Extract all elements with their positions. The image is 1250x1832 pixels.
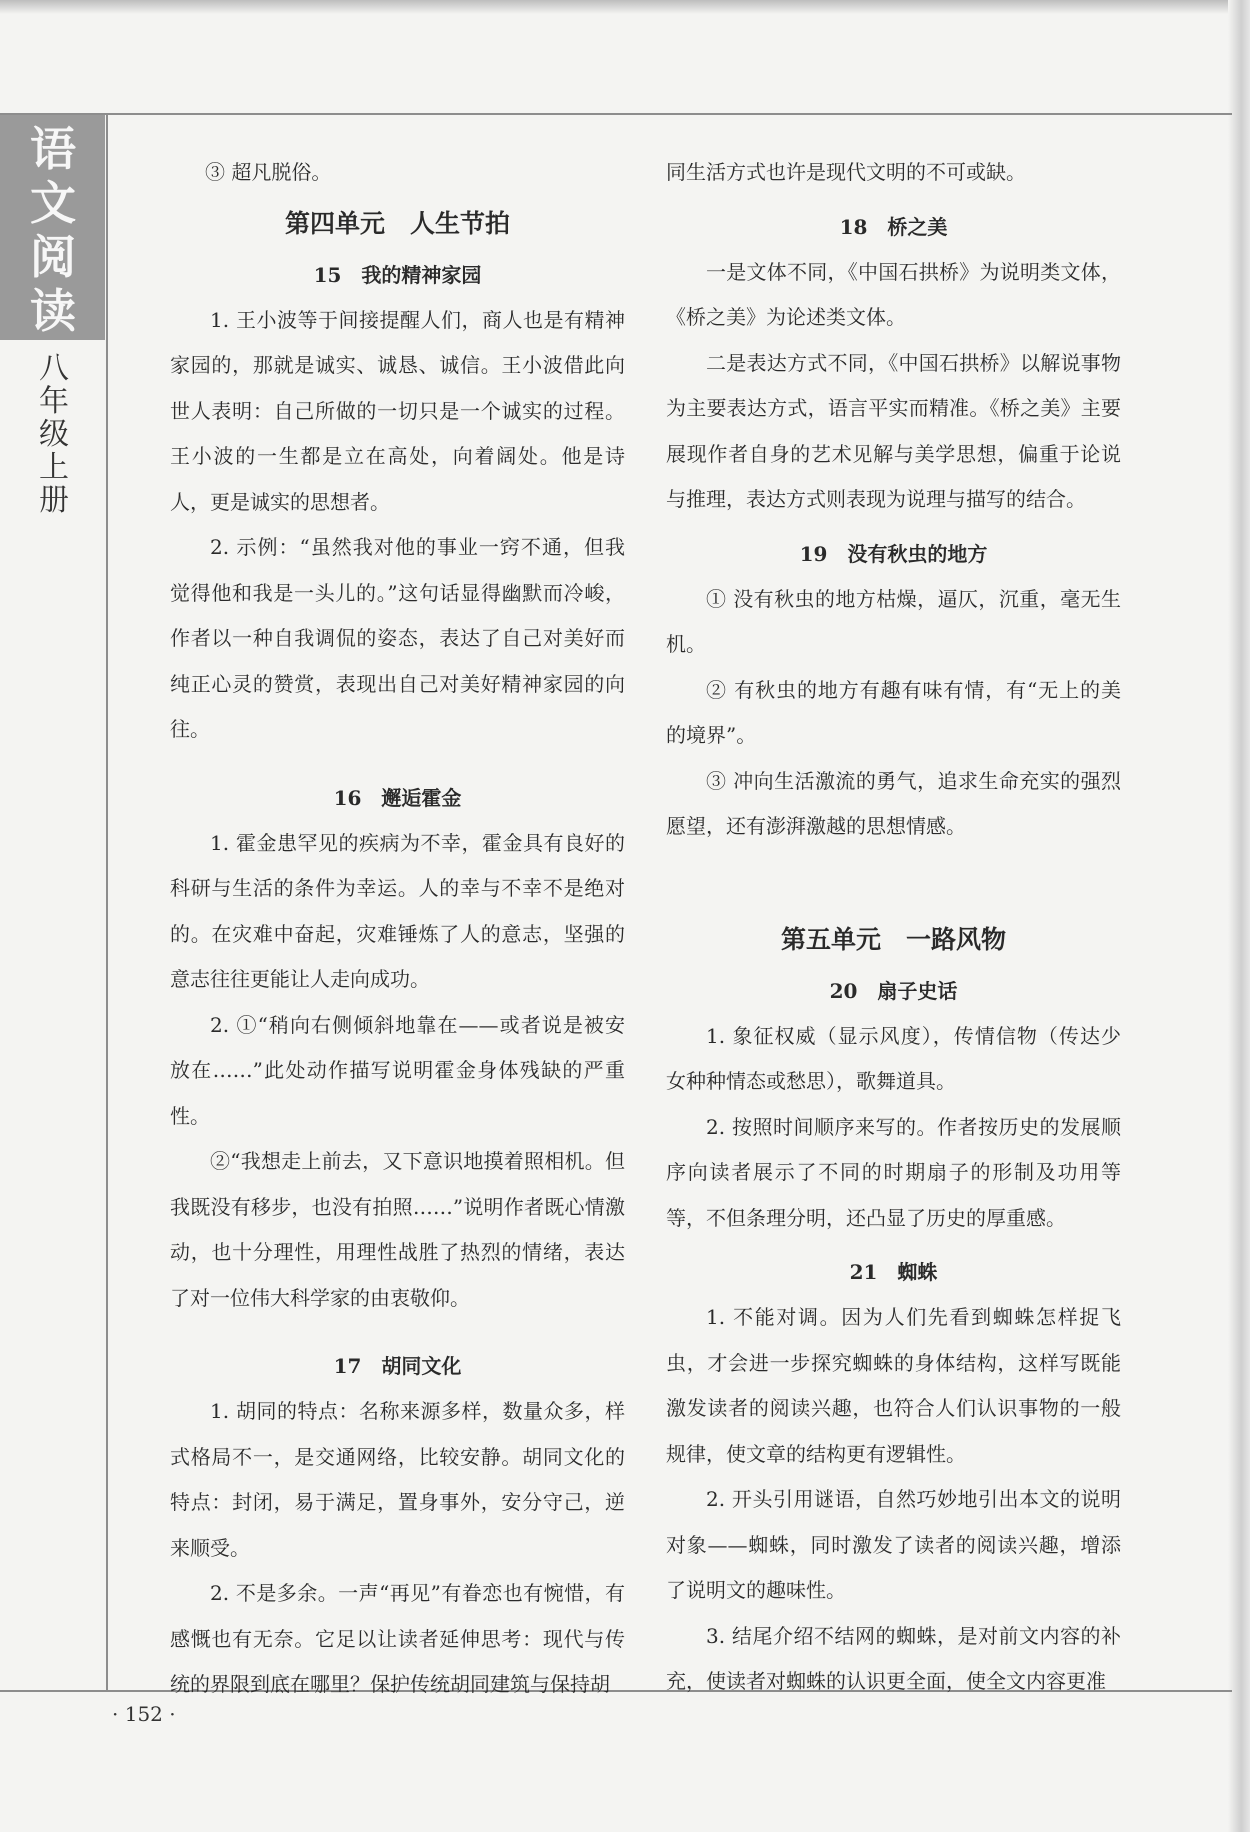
answer-paragraph: 一是文体不同，《中国石拱桥》为说明类文体，《桥之美》为论述类文体。 [666,259,1121,329]
sidebar-title-char: 读 [30,284,76,338]
answer-paragraph: ②“我想走上前去，又下意识地摸着照相机。但我既没有移步，也没有拍照……”说明作者既心情激动，也十分理性，用理性战胜了热烈的情绪，表达了对一位伟大科学家的由衷敬仰。 [170,1149,625,1310]
answer-paragraph: ③ 冲向生活激流的勇气，追求生命充实的强烈愿望，还有澎湃激越的思想情感。 [666,768,1121,838]
answer-paragraph: 1. 胡同的特点：名称来源多样，数量众多，样式格局不一，是交通网络，比较安静。胡同文化的特点：封闭，易于满足，置身事外，安分守己，逆来顺受。 [170,1399,625,1560]
sidebar-title-char: 阅 [30,230,76,284]
answer-paragraph: 1. 象征权威（显示风度），传情信物（传达少女种种情态或愁思），歌舞道具。 [666,1023,1121,1093]
answer-paragraph: ① 没有秋虫的地方枯燥，逼仄，沉重，毫无生机。 [666,586,1121,656]
answer-paragraph: 2. ①“稍向右侧倾斜地靠在——或者说是被安放在……”此处动作描写说明霍金身体残缺的严重性。 [170,1012,625,1128]
margin-rule [106,113,108,1692]
page-right-edge [1228,0,1250,1832]
lesson-title: 17 胡同文化 [333,1354,462,1378]
answer-paragraph: ② 有秋虫的地方有趣有味有情，有“无上的美的境界”。 [666,677,1121,747]
lesson-title: 15 我的精神家园 [313,262,482,287]
left-column [170,150,625,1708]
sidebar-grade-char: 八 [39,351,69,386]
header-rule [0,113,1232,115]
answer-paragraph: 2. 开头引用谜语，自然巧妙地引出本文的说明对象——蜘蛛，同时激发了读者的阅读兴趣，增添了说明文的趣味性。 [666,1487,1121,1602]
sidebar-title-char: 语 [30,122,76,176]
answer-paragraph: 3. 结尾介绍不结网的蜘蛛，是对前文内容的补充，使读者对蜘蛛的认识更全面，使全文内容更准 [666,1623,1121,1693]
answer-paragraph: 1. 霍金患罕见的疾病为不幸，霍金具有良好的科研与生活的条件为幸运。人的幸与不幸不是绝对的。在灾难中奋起，灾难锤炼了人的意志，坚强的意志往往更能让人走向成功。 [170,830,625,991]
answer-paragraph: 二是表达方式不同，《中国石拱桥》以解说事物为主要表达方式，语言平实而精准。《桥之美》主要展现作者自身的艺术见解与美学思想，偏重于论说与推理，表达方式则表现为说理与描写的结合。 [666,350,1121,511]
lesson-title: 19 没有秋虫的地方 [799,541,988,566]
sidebar-book-title [18,122,88,338]
answer-paragraph: 同生活方式也许是现代文明的不可或缺。 [666,160,1026,184]
answer-paragraph: 2. 不是多余。一声“再见”有眷恋也有惋惜，有感慨也有无奈。它足以让读者延伸思考：现代与传统的界限到底在哪里？保护传统胡同建筑与保持胡 [170,1581,625,1696]
sidebar-title-char: 文 [30,176,76,230]
sidebar-grade [24,352,84,517]
lesson-title: 20 扇子史话 [829,978,958,1003]
sidebar-grade-char: 年 [39,384,69,419]
sidebar-grade-char: 级 [39,417,69,452]
answer-paragraph: 1. 王小波等于间接提醒人们，商人也是有精神家园的，那就是诚实、诚恳、诚信。王小波借此向世人表明：自己所做的一切只是一个诚实的过程。王小波的一生都是立在高处，向着阔处。他是诗人，更是诚实的思想者。 [170,307,625,514]
answer-paragraph: 2. 示例：“虽然我对他的事业一窍不通，但我觉得他和我是一头儿的。”这句话显得幽默而冷峻，作者以一种自我调侃的姿态，表达了自己对美好而纯正心灵的赞赏，表现出自己对美好精神家园的向往。 [170,535,625,741]
lesson-title: 18 桥之美 [839,214,948,239]
lesson-title: 16 邂逅霍金 [333,785,462,810]
page-number: · 152 · [112,1702,176,1726]
answer-paragraph: ③ 超凡脱俗。 [205,160,332,184]
sidebar-grade-char: 上 [39,450,69,485]
sidebar-grade-char: 册 [39,483,69,518]
right-column [666,150,1121,1705]
answer-paragraph: 2. 按照时间顺序来写的。作者按历史的发展顺序向读者展示了不同的时期扇子的形制及功用等等，不但条理分明，还凸显了历史的厚重感。 [666,1114,1121,1230]
page-top-shadow [0,0,1250,14]
unit-title: 第四单元 人生节拍 [284,208,510,238]
unit-title: 第五单元 一路风物 [780,924,1006,954]
answer-paragraph: 1. 不能对调。因为人们先看到蜘蛛怎样捉飞虫，才会进一步探究蜘蛛的身体结构，这样写既能激发读者的阅读兴趣，也符合人们认识事物的一般规律，使文章的结构更有逻辑性。 [666,1305,1121,1466]
lesson-title: 21 蜘蛛 [849,1260,938,1284]
